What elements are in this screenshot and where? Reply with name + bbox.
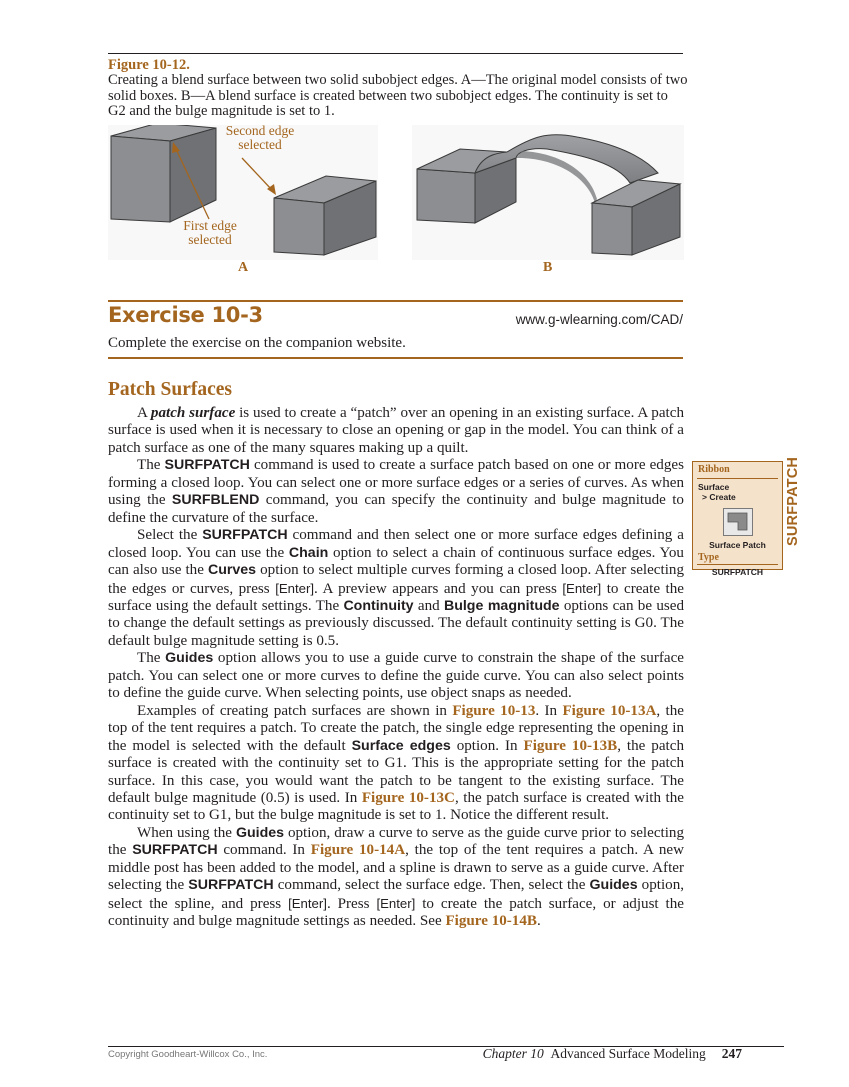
type-command: SURFPATCH: [711, 567, 764, 577]
paragraph-3: Select the SURFPATCH command and then select one or more surface edges defining a closed loop. You can use the Chain option to select a chain of continuous surface edges. You can also use the Curves option to select multiple curves forming a closed loop. After selecting the edges or curves, press [Enter]. A preview appears and you can press [Enter] to create the surface using the default settings. The Continuity and Bulge magnitude options can be used to change the default settings as previously discussed. The default continuity setting is G0. The default bulge magnitude setting is 0.5.: [108, 527, 684, 649]
key-term: patch surface: [150, 405, 236, 421]
callout-first-edge: [165, 219, 255, 247]
margin-command-label: SURFPATCH: [785, 456, 801, 546]
exercise-rule-top: [108, 300, 683, 302]
option-name: Guides: [165, 650, 214, 667]
command-name: SURFPATCH: [164, 457, 250, 474]
figure-reference[interactable]: Figure 10-14B: [445, 913, 537, 930]
ribbon-reference-box: [692, 461, 783, 577]
type-heading: Type: [697, 552, 778, 565]
exercise-rule-bottom: [108, 357, 683, 359]
figure-number: Figure 10-12.: [108, 57, 190, 73]
figure-reference[interactable]: Figure 10-13A: [562, 702, 657, 719]
option-name: Guides: [589, 877, 638, 894]
right-box-front: [592, 203, 632, 255]
option-name: Curves: [207, 562, 257, 579]
footer-copyright: Copyright Goodheart-Willcox Co., Inc.: [108, 1049, 268, 1060]
left-box-front: [417, 169, 475, 223]
ribbon-heading: Ribbon: [697, 462, 778, 479]
key-name: [Enter]: [562, 580, 602, 596]
blend-surface-illustration: [412, 125, 684, 260]
ribbon-panel: > Create: [702, 492, 736, 502]
footer-chapter: [483, 1046, 742, 1062]
paragraph-2: The SURFPATCH command is used to create a surface patch based on one or more edges forming a closed loop. You can select one or more surface edges or a series of curves. As when using the SURFBLEND command, you can specify the continuity and bulge magnitude to define the curvature of the surface.: [108, 457, 684, 526]
page-number: 247: [721, 1046, 742, 1061]
option-name: Bulge magnitude: [443, 597, 560, 614]
ribbon-tab: Surface: [698, 482, 730, 492]
key-name: [Enter]: [275, 580, 315, 596]
left-box-side: [170, 128, 216, 222]
key-name: [Enter]: [288, 895, 327, 911]
command-name: SURFBLEND: [171, 492, 260, 509]
paragraph-4: The Guides option allows you to use a guide curve to constrain the shape of the surface patch. You can select one or more curves to define the guide curve. You can also select points to define the guide curve. When selecting points, use object snaps as needed.: [108, 650, 684, 702]
second-edge-arrow: [242, 158, 272, 190]
section-heading: Patch Surfaces: [108, 379, 233, 400]
blend-underside: [516, 151, 597, 203]
exercise-text: Complete the exercise on the companion website.: [108, 335, 406, 351]
chapter-title: Advanced Surface Modeling: [550, 1046, 706, 1061]
figure-panel-b: [412, 125, 684, 260]
surface-patch-icon[interactable]: [723, 508, 753, 536]
callout-first-edge-line1: First edge: [183, 218, 237, 233]
top-rule: [108, 53, 683, 54]
figure-caption: Creating a blend surface between two solid subobject edges. A—The original model consists of two solid boxes. B—A blend surface is created between two subobject edges. The continuity is set to G2 and the bulge magnitude is set to 1.: [108, 72, 688, 119]
figure-reference[interactable]: Figure 10-13C: [361, 789, 455, 806]
callout-first-edge-line2: selected: [188, 232, 232, 247]
command-name: SURFPATCH: [132, 842, 218, 859]
key-name: [Enter]: [376, 895, 416, 911]
figure-reference[interactable]: Figure 10-13B: [523, 737, 618, 754]
callout-second-edge-line1: Second edge: [225, 123, 295, 138]
figure-reference[interactable]: Figure 10-14A: [310, 842, 406, 859]
option-name: Surface edges: [351, 737, 451, 754]
command-name: SURFPATCH: [202, 527, 288, 544]
surface-patch-glyph: [724, 509, 752, 535]
right-box-front: [274, 198, 324, 255]
chapter-label: Chapter 10: [482, 1046, 544, 1061]
left-box-front: [111, 136, 170, 222]
paragraph-1: A patch surface is used to create a “patch” over an opening in an existing surface. A patch surface is used when it is necessary to close an opening or gap in the model. You can think of a patch surface as one of the many squares making up a quilt.: [108, 405, 684, 456]
callout-second-edge: [215, 124, 305, 152]
paragraph-5: Examples of creating patch surfaces are shown in Figure 10-13. In Figure 10-13A, the top of the tent requires a patch. To create the patch, the single edge representing the opening in the model is selected with the default Surface edges option. In Figure 10-13B, the patch surface is created with the continuity set to G1. This is the appropriate setting for the patch surface. In this case, you would want the patch to be tangent to the existing surface. The default bulge magnitude (0.5) is used. In Figure 10-13C, the patch surface is created with the continuity set to G1, but the bulge magnitude is set to 1. Notice the different result.: [108, 702, 684, 824]
option-name: Continuity: [343, 597, 414, 614]
paragraph-6: When using the Guides option, draw a curve to serve as the guide curve prior to selecting the SURFPATCH command. In Figure 10-14A, the top of the tent requires a patch. A new middle post has been added to the model, and a spline is drawn to serve as a guide curve. After selecting the SURFPATCH command, select the surface edge. Then, select the Guides option, select the spline, and press [Enter]. Press [Enter] to create the patch surface, or adjust the continuity and bulge magnitude settings as needed. See Figure 10-14B.: [108, 824, 685, 930]
panel-label-b: B: [543, 260, 553, 275]
exercise-url[interactable]: www.g-wlearning.com/CAD/: [515, 312, 683, 327]
ribbon-button-label: Surface Patch: [709, 540, 766, 550]
body-text: [108, 405, 684, 931]
figure-reference[interactable]: Figure 10-13: [452, 702, 536, 719]
panel-label-a: A: [238, 260, 249, 275]
command-name: SURFPATCH: [188, 877, 274, 894]
option-name: Guides: [235, 824, 285, 841]
callout-second-edge-line2: selected: [238, 137, 282, 152]
option-name: Chain: [288, 544, 329, 561]
exercise-title: Exercise 10-3: [108, 303, 263, 327]
